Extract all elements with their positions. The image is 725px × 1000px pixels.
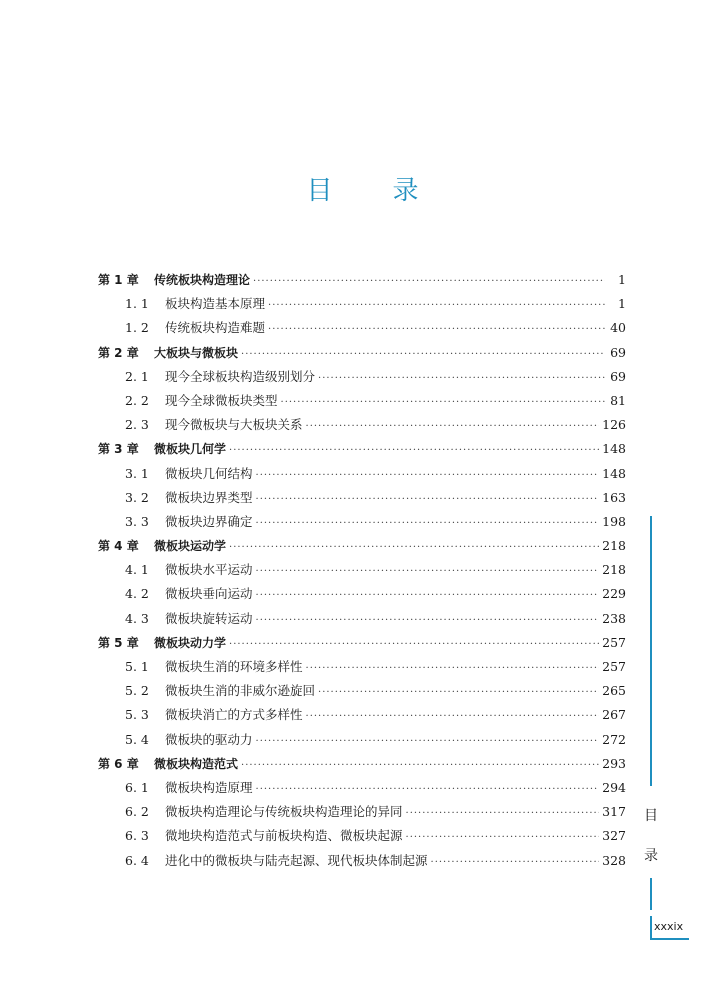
toc-entry-number: 4. 1 (125, 562, 149, 578)
toc-section-row[interactable] (98, 413, 626, 437)
toc-entry-number: 第 4 章 (98, 539, 139, 554)
toc-leader-dots (229, 633, 599, 657)
toc-leader-dots (268, 318, 605, 342)
toc-chapter-row[interactable] (98, 534, 626, 558)
toc-section-row[interactable] (98, 824, 626, 848)
toc-entry-title: 微板块的驱动力 (165, 731, 253, 747)
toc-entry-number: 5. 4 (125, 731, 149, 747)
toc-entry-title: 微板块边界类型 (165, 489, 253, 505)
toc-entry-number: 3. 2 (125, 489, 149, 505)
toc-entry-title: 现今微板块与大板块关系 (165, 417, 303, 433)
toc-entry-page: 327 (602, 828, 626, 844)
toc-entry-title: 微板块构造原理 (165, 779, 253, 795)
side-label-char-2: 录 (644, 848, 658, 864)
toc-leader-dots (256, 512, 600, 536)
toc-entry-page: 257 (602, 634, 626, 650)
toc-leader-dots (256, 778, 600, 802)
toc-entry-number: 4. 2 (125, 586, 149, 602)
toc-entry-page: 328 (602, 852, 626, 868)
toc-entry-number: 6. 1 (125, 779, 149, 795)
toc-entry-title: 现今全球板块构造级别划分 (165, 368, 316, 384)
toc-section-row[interactable] (98, 800, 626, 824)
toc-entry-page: 69 (610, 368, 626, 384)
toc-entry-number: 3. 1 (125, 465, 149, 481)
toc-chapter-row[interactable] (98, 341, 626, 365)
toc-section-row[interactable] (98, 462, 626, 486)
toc-leader-dots (431, 851, 600, 875)
toc-leader-dots (318, 367, 605, 391)
toc-leader-dots (306, 415, 600, 439)
toc-chapter-row[interactable] (98, 752, 626, 776)
toc-entry-title: 微板块生消的环境多样性 (165, 659, 303, 674)
toc-entry-title: 微板块构造范式 (154, 756, 239, 771)
toc-section-row[interactable] (98, 365, 626, 389)
toc-entry-number: 1. 1 (125, 296, 149, 312)
title-char-2: 录 (392, 176, 419, 206)
toc-entry-number: 第 3 章 (98, 442, 139, 457)
toc-entry-title: 微板块消亡的方式多样性 (165, 707, 303, 723)
toc-entry-page: 1 (618, 296, 626, 312)
toc-section-row[interactable] (98, 316, 626, 340)
toc-entry-title: 传统板块构造理论 (154, 273, 251, 287)
toc-entry-title: 进化中的微板块与陆壳起源、现代板块体制起源 (165, 852, 428, 868)
page-title (0, 170, 725, 207)
toc-entry-page: 69 (610, 344, 626, 360)
toc-section-row[interactable] (98, 558, 626, 582)
toc-entry-title: 微板块构造理论与传统板块构造理论的异同 (165, 804, 403, 820)
toc-entry-title: 微板块运动学 (154, 539, 227, 554)
toc-leader-dots (229, 439, 599, 463)
toc-entry-page: 1 (618, 272, 626, 287)
toc-section-row[interactable] (98, 582, 626, 606)
toc-leader-dots (241, 754, 599, 778)
toc-entry-title: 微板块动力学 (154, 635, 227, 650)
toc-entry-title: 微地块构造范式与前板块构造、微板块起源 (165, 828, 403, 844)
toc-entry-page: 218 (602, 538, 626, 554)
toc-leader-dots (406, 826, 600, 850)
page-number: xxxix (650, 916, 689, 940)
toc-entry-title: 微板块水平运动 (165, 562, 253, 578)
toc-entry-page: 81 (610, 392, 626, 408)
toc-chapter-row[interactable] (98, 631, 626, 655)
toc-leader-dots (256, 560, 600, 584)
toc-entry-number: 5. 3 (125, 707, 149, 723)
toc-entry-number: 第 1 章 (98, 273, 139, 287)
toc-entry-number: 2. 3 (125, 417, 149, 433)
toc-entry-title: 微板块垂向运动 (165, 586, 253, 602)
toc-section-row[interactable] (98, 728, 626, 752)
toc-entry-page: 163 (602, 489, 626, 505)
toc-entry-page: 198 (602, 513, 626, 529)
toc-entry-page: 294 (602, 779, 626, 795)
toc-entry-page: 229 (602, 586, 626, 602)
title-char-1: 目 (306, 176, 333, 206)
toc-leader-dots (268, 294, 605, 318)
toc-entry-number: 第 2 章 (98, 345, 139, 360)
toc-entry-title: 微板块边界确定 (165, 513, 253, 529)
toc-chapter-row[interactable] (98, 268, 626, 292)
toc-section-row[interactable] (98, 679, 626, 703)
toc-leader-dots (306, 657, 600, 681)
toc-leader-dots (256, 584, 600, 608)
toc-leader-dots (256, 488, 600, 512)
toc-leader-dots (256, 609, 600, 633)
toc-entry-number: 2. 1 (125, 368, 149, 384)
toc-entry-page: 148 (602, 441, 626, 457)
toc-entry-page: 317 (602, 804, 626, 820)
toc-leader-dots (306, 705, 600, 729)
toc-section-row[interactable] (98, 389, 626, 413)
toc-section-row[interactable] (98, 776, 626, 800)
toc-entry-number: 4. 3 (125, 610, 149, 626)
toc-entry-page: 267 (602, 707, 626, 723)
toc-leader-dots (256, 730, 600, 754)
toc-entry-number: 5. 1 (125, 659, 149, 674)
toc-section-row[interactable] (98, 849, 626, 873)
toc-section-row[interactable] (98, 292, 626, 316)
toc-entry-title: 大板块与微板块 (154, 345, 239, 360)
toc-leader-dots (318, 681, 599, 705)
side-label-char-1: 目 (644, 808, 658, 824)
toc-entry-page: 257 (602, 659, 626, 674)
toc-section-row[interactable] (98, 486, 626, 510)
toc-chapter-row[interactable] (98, 437, 626, 461)
toc-section-row[interactable] (98, 655, 626, 679)
toc-entry-title: 微板块几何结构 (165, 465, 253, 481)
side-rule-top (650, 516, 652, 786)
table-of-contents (98, 268, 626, 873)
toc-entry-page: 238 (602, 610, 626, 626)
toc-leader-dots (256, 464, 600, 488)
side-rule-bottom (650, 878, 652, 910)
toc-section-row[interactable] (98, 510, 626, 534)
toc-entry-number: 第 5 章 (98, 635, 139, 650)
toc-entry-page: 293 (602, 755, 626, 771)
toc-leader-dots (253, 270, 605, 294)
toc-entry-title: 微板块旋转运动 (165, 610, 253, 626)
toc-entry-number: 第 6 章 (98, 756, 139, 771)
toc-section-row[interactable] (98, 703, 626, 727)
toc-entry-number: 6. 4 (125, 852, 149, 868)
toc-leader-dots (281, 391, 605, 415)
toc-entry-title: 微板块生消的非威尔逊旋回 (165, 683, 316, 699)
toc-entry-number: 6. 2 (125, 804, 149, 820)
toc-entry-title: 传统板块构造难题 (165, 320, 266, 336)
toc-leader-dots (241, 343, 605, 367)
toc-entry-number: 6. 3 (125, 828, 149, 844)
toc-entry-number: 3. 3 (125, 513, 149, 529)
toc-entry-page: 272 (602, 731, 626, 747)
toc-entry-page: 40 (610, 320, 626, 336)
toc-entry-page: 126 (602, 417, 626, 433)
toc-entry-title: 微板块几何学 (154, 442, 227, 457)
toc-leader-dots (406, 802, 600, 826)
toc-entry-title: 板块构造基本原理 (165, 296, 266, 312)
toc-entry-page: 218 (602, 562, 626, 578)
toc-entry-number: 5. 2 (125, 683, 149, 699)
toc-section-row[interactable] (98, 607, 626, 631)
toc-entry-page: 265 (602, 683, 626, 699)
toc-entry-title: 现今全球微板块类型 (165, 392, 278, 408)
toc-entry-number: 2. 2 (125, 392, 149, 408)
toc-entry-page: 148 (602, 465, 626, 481)
toc-entry-number: 1. 2 (125, 320, 149, 336)
toc-leader-dots (229, 536, 599, 560)
